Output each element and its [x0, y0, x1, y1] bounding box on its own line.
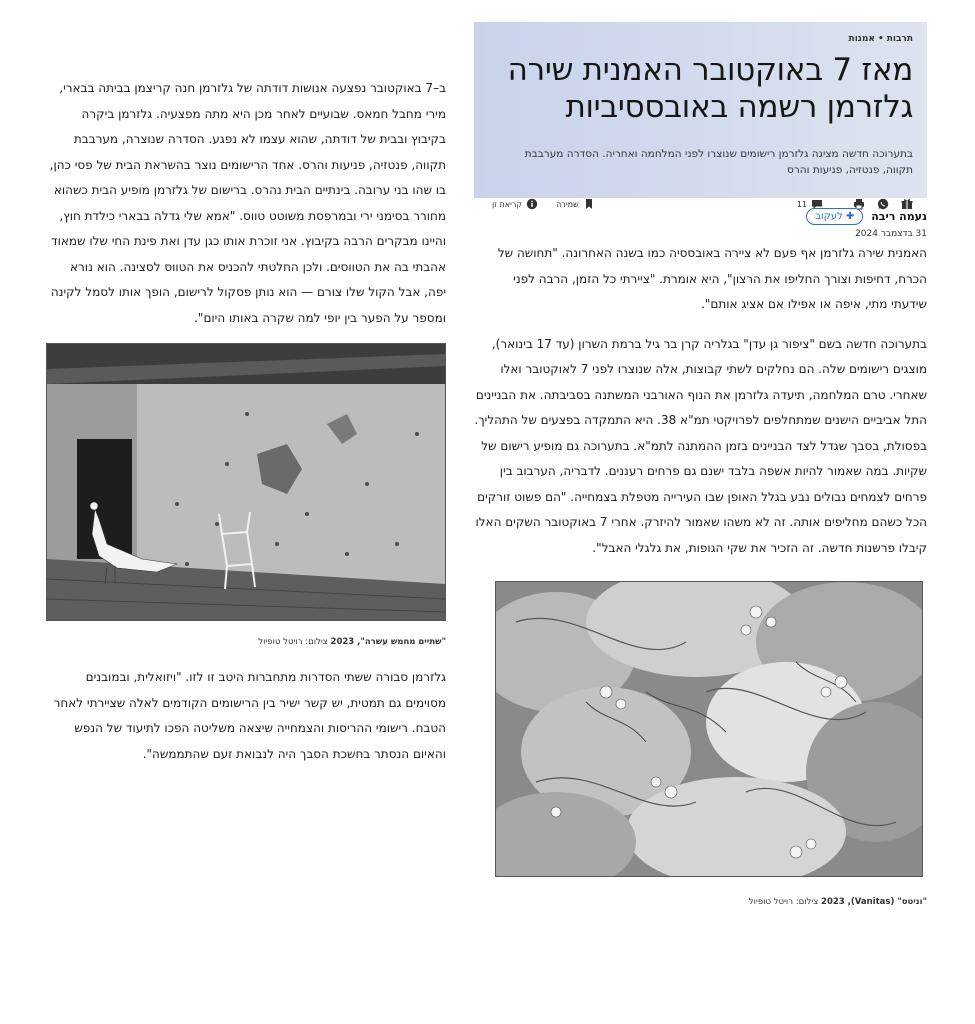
bookmark-icon	[583, 198, 595, 210]
article-paragraph: ב–7 באוקטובר נפצעה אנושות דודתה של גלזרמן חנה קריצמן בביתה בבארי, מירי מחבל חמאס. שבועיים לאחר מכן היא מתה מפצעיה. גלזרמן ביקרה בקיבוץ ובבית של דודתה, שהוא עצמו לא נפגע. הסדרה שנוצרה, מערבבת תקווה, פנטזיה, פניעות והרס. אחד הרישומים נוצר בהשראת הבית של פסי כהן, בו שהו בני ערובה. בינתיים הבית נהרס. ברישום של גלזרמן מופיע הבית כשהוא מחורר בסימני ירי ובמרפסת משוטט טווס. "אמא שלי גדלה בבארי כילדת חוץ, והיינו מבקרים הרבה בקיבוץ. אני זוכרת אותו כגן עדן ואת פינת החי שלו שמאוד אהבתי בה את הטווסים. ולכן החלטתי להכניס את הטווס לסצינה. הוא נורא יפה, אבל הקול שלו צורם — הוא נותן פסקול לרישום, הופך אותו לסמל לקינה ומספר על הפער בין יופי למה שקרה באותו היום".	[49, 81, 446, 325]
article-secondary-column	[46, 76, 446, 767]
save-label: שמירה	[556, 199, 579, 209]
article-subtitle: בתערוכה חדשה מציגה גלזרמן רישומים שנוצרו לפני המלחמה ואחריה. הסדרה מערבבת תקווה, פנטזיה, פניעות והרס	[524, 148, 913, 176]
peacock-ruined-house-drawing	[47, 344, 445, 620]
article-header	[474, 22, 927, 209]
breadcrumb	[492, 34, 913, 44]
info-icon	[526, 198, 538, 210]
figure-caption-title: "וניטס" (Vanitas), 2023	[821, 897, 927, 907]
figure-caption-title: "שתיים מחמש עשרה", 2023	[330, 637, 446, 647]
author-name[interactable]: נעמה ריבה	[871, 210, 927, 223]
article-paragraph: גלזרמן סבורה ששתי הסדרות מתחברות היטב זו לזו. "ויזואלית, ובמובנים מסוימים גם תמטית, יש קשר ישיר בין הרישומים הקודמים לאלה שציירתי לאחר הטבח. רישומי ההריסות והצמחייה שיצאה משליטה הפכו לתיעוד של הנפש והאיום הנסתר בחשכת הסבך היה לנבואת זעם שהתממשה".	[53, 670, 446, 761]
save-button[interactable]	[556, 198, 595, 210]
comments-count: 11	[796, 199, 807, 209]
figure-caption-credit: צילום: רויטל טופיול	[748, 897, 819, 907]
publish-date: 31 בדצמבר 2024	[855, 229, 927, 239]
whatsapp-icon[interactable]	[877, 198, 889, 210]
vanitas-drawing-image	[495, 581, 923, 877]
figure-caption	[46, 637, 446, 647]
article-paragraph: האמנית שירה גלזרמן אף פעם לא ציירה באובססיה כמו בשנה האחרונה. "תחושה של הכרח, דחיפות וצורך החליפו את הרצון", היא אומרת. "ציירתי כל הזמן, הרבה לפני שידעתי מתי, איפה או אפילו אם אציג אותם".	[497, 246, 927, 311]
byline	[474, 208, 927, 225]
breadcrumb-culture[interactable]: תרבות	[886, 34, 913, 44]
figure-caption-credit: צילום: רויטל טופיול	[258, 637, 328, 647]
follow-label: לעקוב	[815, 211, 843, 222]
follow-plus-icon: ✚	[845, 211, 855, 222]
peacock-drawing-image	[46, 343, 446, 621]
breadcrumb-art[interactable]: אמנות	[848, 34, 875, 44]
zen-read-button[interactable]	[492, 198, 538, 210]
follow-button[interactable]	[806, 208, 863, 225]
article-paragraph: בתערוכה חדשה בשם "ציפור גן עדן" בגלריה קרן בר גיל ברמת השרון (עד 17 בינואר), מוצגים רישומים שלה. הם נחלקים לשתי קבוצות, אלה שנוצרו לפני 7 לאוקטובר ואלו שאחרי. טרם המלחמה, תיעדה גלזרמן את הנוף האורבני המשתנה בסביבתה. את הבניינים התל אביביים הישנים שמתחלפים לפרויקטי תמ"א 38. היא התמקדה בפצעים של התהליך. בפסולת, בסבך שגדל לצד הבניינים בזמן ההמתנה לתמ"א. בתערוכה גם מופיע רישום של שקיות. במה שאמור להיות אשפה בלבד ישנם גם פרחים רעננים. לדבריה, הערבוב בין פרחים לצמחים נבולים נבע בגלל האופן שבו העירייה מטפלת בצמחייה. "הם פשוט זורקים הכל כשהם מחליפים אותה. זה לא משהו שאמור להיזרק. אחרי 7 באוקטובר השקים האלו קיבלו פרשנות חדשה. זה הזכיר את שקי הגופות, את גלגלי האבל".	[474, 336, 927, 555]
article-main-column	[474, 22, 927, 907]
page-title: מאז 7 באוקטובר האמנית שירה גלזרמן רשמה באובססיביות	[507, 52, 913, 125]
zen-read-label: קריאת זן	[492, 199, 523, 209]
plastic-bags-flowers-drawing	[496, 582, 922, 876]
figure-caption	[474, 897, 927, 907]
gift-icon[interactable]	[901, 198, 913, 210]
breadcrumb-separator: •	[877, 34, 884, 44]
